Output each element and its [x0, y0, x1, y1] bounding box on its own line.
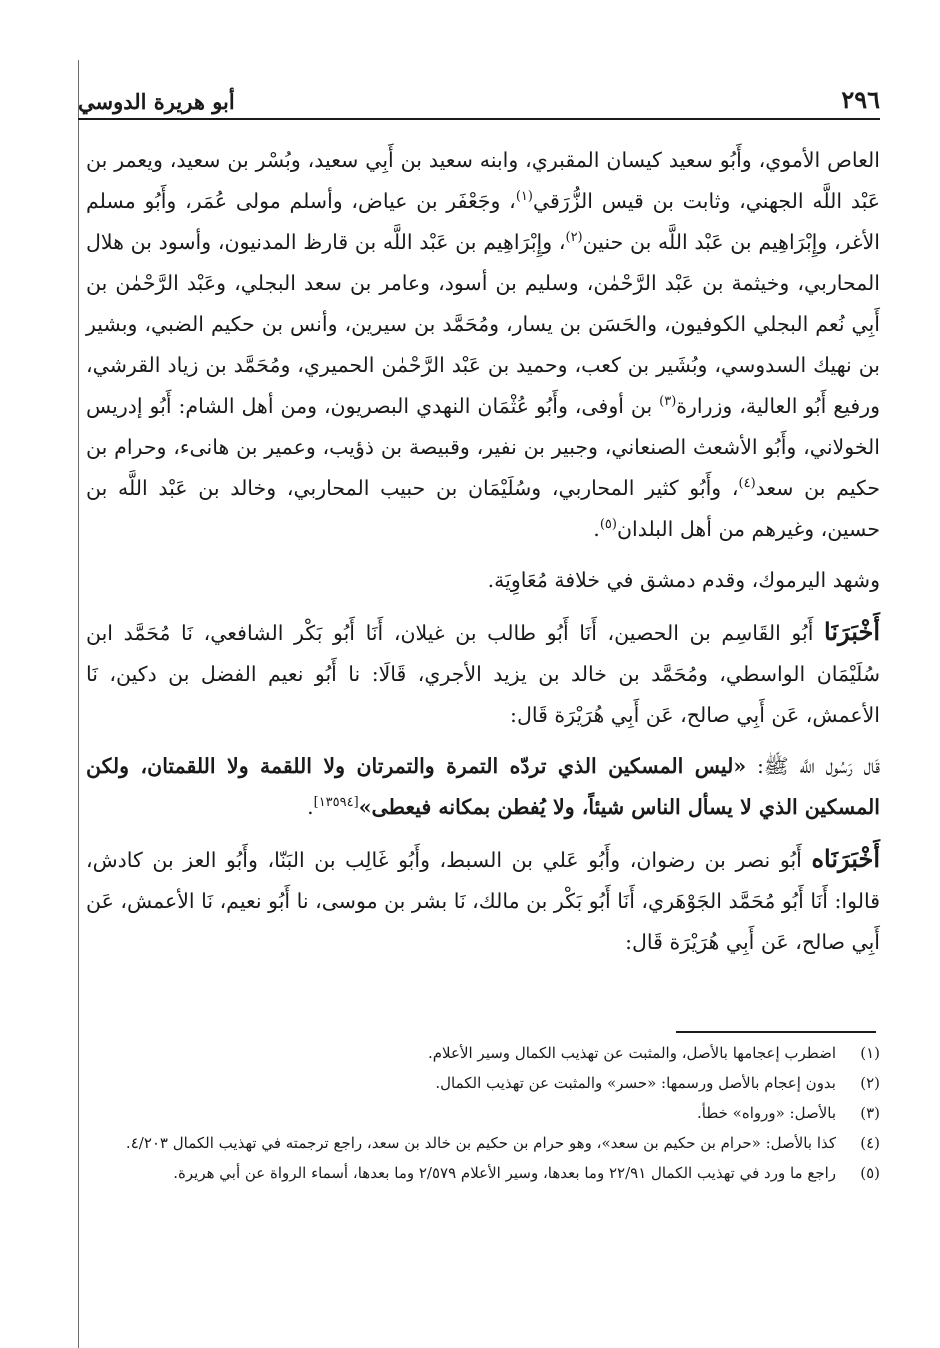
narrators-paragraph	[86, 140, 880, 550]
footnote-text: اضطرب إعجامها بالأصل، والمثبت عن تهذيب الكمال وسير الأعلام.	[427, 1044, 836, 1062]
footnote	[86, 1160, 880, 1186]
hadith-text: «ليس المسكين الذي تردّه التمرة والتمرتان ولا اللقمة ولا اللقمتان، ولكن المسكين الذي لا يسأل الناس شيئاً، ولا يُفطن بمكانه فيعطى»	[86, 754, 880, 819]
footnote	[86, 1070, 880, 1096]
text-run: .	[593, 517, 600, 541]
akhbarana-lead: أَخْبَرَنَا	[824, 617, 880, 646]
header-rule	[78, 118, 880, 120]
isnad-paragraph-2	[86, 838, 880, 963]
text-run: ، وإِبْرَاهِيم بن عَبْد اللَّه بن قارظ المدنيون، وأسود بن هلال المحاربي، وخيثمة بن عَبْد الرَّحْمٰن، وسليم بن أسود، وعامر بن سعد البجلي، وعَبْد الرَّحْمٰن بن أَبِي نُعم البجلي الكوفيون، والحَسَن بن يسار، ومُحَمَّد بن سيرين، وأنس بن حكيم الضبي، وبشير بن نهيك السدوسي، وبُشَير بن كعب، وحميد بن عَبْد الرَّحْمٰن الحميري، ومُحَمَّد بن زياد القرشي، ورفيع أَبُو العالية، وزرارة	[86, 230, 880, 418]
text-run: أَبُو القَاسِم بن الحصين، أَنَا أَبُو طالب بن غيلان، أَنَا أَبُو بَكْر الشافعي، نَا مُحَمَّد ابن سُلَيْمَان الواسطي، ومُحَمَّد بن خالد بن يزيد الأجري، قَالَا: نا أَبُو نعيم الفضل بن دكين، نَا الأعمش، عَن أَبِي صالح، عَن أَبِي هُرَيْرَة قَال:	[86, 621, 880, 727]
footnote-number: (٣)	[860, 1104, 880, 1122]
footnote	[86, 1040, 880, 1066]
footnote-number: (٥)	[860, 1164, 880, 1182]
text-run: بن أوفى، وأَبُو عُثْمَان النهدي البصريون، ومن أهل الشام: أَبُو إدريس الخولاني، وأَبُو الأشعث الصنعاني، وجبير بن نفير، وقبيصة بن ذؤيب، وعمير بن هانىء، وحرام بن حكيم بن سعد	[86, 394, 880, 500]
text-run: ، وجَعْفَر بن عياض، وأسلم مولى عُمَر، وأَبُو مسلم الأغر، وإِبْرَاهِيم بن عَبْد اللَّه بن حنين	[86, 189, 880, 254]
isnad-paragraph-1	[86, 611, 880, 736]
footnote-number: (١)	[860, 1044, 880, 1062]
footnote-number: (٤)	[860, 1134, 880, 1152]
page-number: ٢٩٦	[841, 85, 880, 114]
margin-rule	[78, 60, 79, 1348]
footnote-rule	[676, 1031, 876, 1033]
page-header	[78, 78, 880, 114]
footnotes	[86, 1040, 880, 1190]
footnote-ref: (٥)	[599, 517, 617, 533]
footnote-ref: (٢)	[565, 230, 583, 246]
text-run: العاص الأموي، وأَبُو سعيد كيسان المقبري، وابنه سعيد بن أَبِي سعيد، وبُسْر بن سعيد، ويعمر بن عَبْد اللَّه الجهني، وثابت بن قيس الزُّرَقي	[86, 148, 880, 213]
text-run: أَبُو نصر بن رضوان، وأَبُو عَلي بن السبط، وأَبُو غَالِب بن البَنّا، وأَبُو العز بن كادش، قالوا: أَنَا أَبُو مُحَمَّد الجَوْهَري، أَنَا أَبُو بَكْر بن مالك، نَا بشر بن موسى، نا أَبُو نعيم، نَا الأعمش، عَن أَبِي صالح، عَن أَبِي هُرَيْرَة قَال:	[86, 848, 880, 954]
running-title: أبو هريرة الدوسي	[78, 89, 235, 114]
footnote-ref: (٣)	[659, 394, 677, 410]
text-run: ، وأَبُو كثير المحاربي، وسُلَيْمَان بن حبيب المحاربي، وخالد بن عَبْد اللَّه بن حسين، وغيرهم من أهل البلدان	[86, 476, 880, 541]
hadith-number: [١٣٥٩٤]	[313, 795, 359, 811]
footnote	[86, 1100, 880, 1126]
footnote-text: كذا بالأصل: «حرام بن حكيم بن سعد»، وهو حرام بن حكيم بن خالد بن سعد، راجع ترجمته في تهذيب الكمال ٤/٢٠٣.	[125, 1134, 836, 1152]
footnote-text: بدون إعجام بالأصل ورسمها: «حسر» والمثبت عن تهذيب الكمال.	[435, 1074, 836, 1092]
akhbaranahu-lead: أَخْبَرَنَاه	[811, 844, 880, 873]
hadith-intro: قَال رَسُول اللَّه ﷺ:	[746, 754, 880, 778]
footnote-text: بالأصل: «ورواه» خطأ.	[696, 1104, 836, 1122]
hadith-paragraph	[86, 746, 880, 828]
footnote	[86, 1130, 880, 1156]
footnote-ref: (١)	[515, 189, 533, 205]
text-run: وشهد اليرموك، وقدم دمشق في خلافة مُعَاوِيَة.	[487, 568, 880, 592]
yarmouk-paragraph	[86, 560, 880, 601]
main-text	[86, 140, 880, 963]
footnote-text: راجع ما ورد في تهذيب الكمال ٢٢/٩١ وما بعدها، وسير الأعلام ٢/٥٧٩ وما بعدها، أسماء الرواة عن أبي هريرة.	[173, 1164, 836, 1182]
footnote-ref: (٤)	[738, 476, 756, 492]
text-run: .	[307, 795, 314, 819]
footnote-number: (٢)	[860, 1074, 880, 1092]
